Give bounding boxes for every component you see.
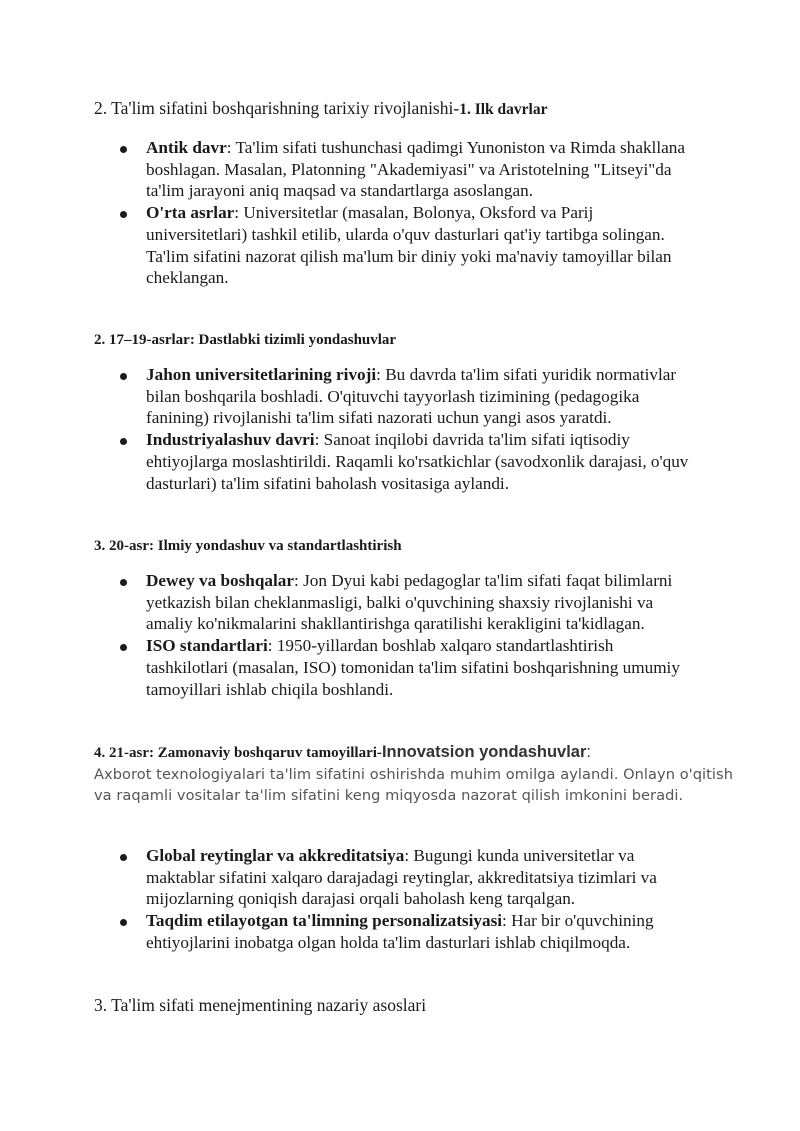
bullet-term: Jahon universitetlarining rivoji: [146, 365, 377, 384]
bullet-icon: [120, 211, 127, 218]
bullet-text: : Bugungi kunda universitetlar va maktablar sifatini xalqaro darajadagi reytinglar, akkreditatsiya tizimlari va mijozlarning qoniqish darajasi orqali baholash keng tarqalgan.: [146, 846, 657, 909]
bullet-icon: [120, 854, 127, 861]
bullet-icon: [120, 644, 127, 651]
bullet-term: Antik davr: [146, 138, 227, 157]
bullet-text: : Sanoat inqilobi davrida ta'lim sifati iqtisodiy ehtiyojlarga moslashtirildi. Raqamli ko'rsatkichlar (savodxonlik darajasi, o'quv dasturlari) ta'lim sifatini baholash vositasiga aylandi.: [146, 430, 689, 493]
list-item: [0, 137, 694, 202]
bullet-list-20th-century: [0, 570, 694, 700]
bullet-text: : Ta'lim sifati tushunchasi qadimgi Yunoniston va Rimda shakllana boshlagan. Masalan, Platonning "Akademiyasi" va Aristotelning "Litseyi"da ta'lim jarayoni aniq maqsad va standartlarga asoslangan.: [146, 138, 685, 201]
bullet-icon: [120, 438, 127, 445]
list-item: [0, 202, 694, 289]
list-item: [0, 635, 694, 700]
bullet-text: : Har bir o'quvchining ehtiyojlarini inobatga olgan holda ta'lim dasturlari ishlab chiqilmoqda.: [146, 911, 654, 952]
list-item: [0, 429, 694, 494]
chapter-heading: [94, 96, 547, 122]
bullet-text: : 1950-yillardan boshlab xalqaro standartlashtirish tashkilotlari (masalan, ISO) tomonidan ta'lim sifatini boshqarishning umumiy tamoyillari ishlab chiqila boshlandi.: [146, 636, 680, 699]
next-chapter-heading: 3. Ta'lim sifati menejmentining nazariy asoslari: [94, 995, 427, 1015]
bullet-term: ISO standartlari: [146, 636, 268, 656]
bullet-list-17-19: [0, 364, 694, 494]
intro-paragraph: Axborot texnologiyalari ta'lim sifatini oshirishda muhim omilga aylandi. Onlayn o'qitish va raqamli vositalar ta'lim sifatini keng miqyosda nazorat qilish imkonini beradi.: [94, 766, 733, 804]
bullet-list-21st-century: [0, 845, 694, 954]
chapter-heading-prefix: 2. Ta'lim sifatini boshqarishning tarixiy rivojlanishi-: [94, 98, 460, 118]
bullet-icon: [120, 373, 127, 380]
bullet-term: Dewey va boshqalar: [146, 571, 295, 590]
section-title-main: 4. 21-asr: Zamonaviy boshqaruv tamoyillari-: [94, 745, 382, 761]
list-item: [0, 910, 694, 953]
section-title: 2. 17–19-asrlar: Dastlabki tizimli yondashuvlar: [94, 332, 397, 348]
section-title-tail: :: [586, 743, 591, 761]
subsection-title-early: 1. Ilk davrlar: [459, 101, 548, 118]
bullet-icon: [120, 146, 127, 153]
bullet-term: Taqdim etilayotgan ta'limning personalizatsiyasi: [146, 911, 503, 931]
bullet-icon: [120, 919, 127, 926]
section-title: [94, 741, 591, 764]
bullet-term: Global reytinglar va akkreditatsiya: [146, 846, 405, 865]
section-title-tail-bold: Innovatsion yondashuvlar: [381, 743, 587, 761]
list-item: [0, 364, 694, 429]
bullet-text: : Bu davrda ta'lim sifati yuridik normativlar bilan boshqarila boshladi. O'qituvchi tayyorlash tizimining (pedagogika fanining) rivojlanishi ta'lim sifati nazorati uchun yangi asos yaratdi.: [146, 365, 677, 428]
bullet-list-early-periods: [0, 137, 694, 289]
section-title: 3. 20-asr: Ilmiy yondashuv va standartlashtirish: [94, 538, 402, 554]
list-item: [0, 570, 694, 635]
bullet-text: : Universitetlar (masalan, Bolonya, Oksford va Parij universitetlari) tashkil etilib, ularda o'quv dasturlari qat'iy tartibga solingan. Ta'lim sifatini nazorat qilish ma'lum bir diniy yoki ma'naviy tamoyillar bilan cheklangan.: [146, 203, 672, 288]
bullet-text: : Jon Dyui kabi pedagoglar ta'lim sifati faqat bilimlarni yetkazish bilan cheklanmasligi, balki o'quvchining shaxsiy rivojlanishi va amaliy ko'nikmalarini shakllantirishga qaratilishi kerakligini ta'kidlagan.: [146, 571, 673, 634]
bullet-icon: [120, 579, 127, 586]
bullet-term: Industriyalashuv davri: [146, 430, 315, 450]
list-item: [0, 845, 694, 910]
bullet-term: O'rta asrlar: [146, 203, 235, 223]
